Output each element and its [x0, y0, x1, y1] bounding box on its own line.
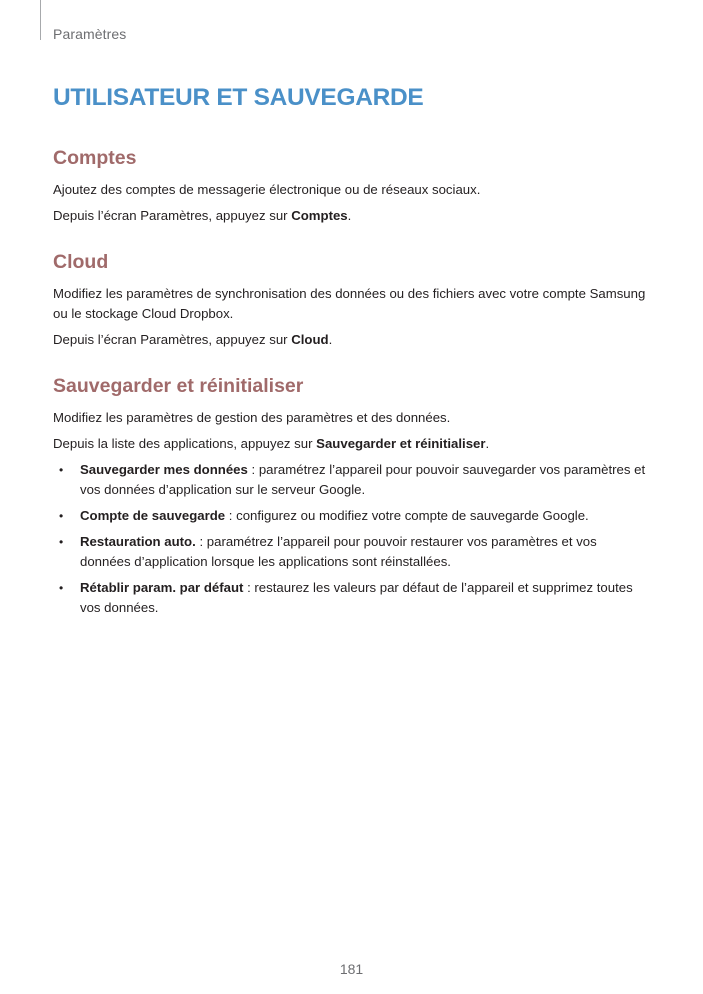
option-name: Compte de sauvegarde — [80, 508, 226, 523]
sauvegarder-instruction-suffix: . — [485, 436, 490, 451]
option-description-line1: : paramétrez l’appareil pour pouvoir restaurer vos paramètres et vos — [195, 534, 597, 549]
list-item-restauration-auto — [53, 532, 655, 572]
header-section-label: Paramètres — [53, 26, 127, 42]
page-number: 181 — [339, 961, 364, 977]
cloud-instruction-suffix: . — [328, 332, 333, 347]
sauvegarder-instruction-prefix: Depuis la liste des applications, appuyez sur — [53, 436, 317, 451]
cloud-instruction — [53, 330, 653, 350]
section-comptes — [53, 146, 653, 226]
cloud-description-line1: Modifiez les paramètres de synchronisation des données ou des fichiers avec votre compte Samsung — [53, 286, 646, 301]
option-name: Rétablir param. par défaut — [80, 580, 244, 595]
sauvegarder-menu-name: Sauvegarder et réinitialiser — [316, 436, 486, 451]
bullet-icon: • — [59, 535, 64, 549]
comptes-instruction-suffix: . — [347, 208, 352, 223]
option-description-line2: vos données. — [80, 600, 159, 615]
section-title-comptes: Comptes — [53, 147, 137, 169]
page-title: UTILISATEUR ET SAUVEGARDE — [53, 84, 424, 111]
section-sauvegarder — [53, 374, 653, 618]
comptes-description: Ajoutez des comptes de messagerie électronique ou de réseaux sociaux. — [53, 182, 481, 197]
option-description-line2: données d’application lorsque les applications sont réinstallées. — [80, 554, 451, 569]
option-description-line1: : configurez ou modifiez votre compte de sauvegarde Google. — [225, 508, 589, 523]
bullet-icon: • — [59, 581, 64, 595]
list-item-sauvegarder-mes-donnees — [53, 460, 655, 500]
comptes-instruction-prefix: Depuis l’écran Paramètres, appuyez sur — [53, 208, 292, 223]
cloud-menu-name: Cloud — [291, 332, 329, 347]
cloud-description-line2: ou le stockage Cloud Dropbox. — [53, 306, 234, 321]
list-item-retablir-param-par-defaut — [53, 578, 655, 618]
comptes-menu-name: Comptes — [291, 208, 348, 223]
sauvegarder-description: Modifiez les paramètres de gestion des paramètres et des données. — [53, 410, 451, 425]
section-title-cloud: Cloud — [53, 251, 109, 273]
list-item-compte-de-sauvegarde — [53, 506, 655, 526]
section-title-sauvegarder: Sauvegarder et réinitialiser — [53, 375, 304, 397]
option-name: Restauration auto. — [80, 534, 196, 549]
section-cloud — [53, 250, 653, 350]
bullet-icon: • — [59, 509, 64, 523]
option-description-line1: : restaurez les valeurs par défaut de l’appareil et supprimez toutes — [243, 580, 633, 595]
sauvegarder-instruction — [53, 434, 653, 454]
header-divider — [40, 0, 41, 40]
comptes-instruction — [53, 206, 653, 226]
option-description-line2: vos données d’application sur le serveur Google. — [80, 482, 366, 497]
cloud-instruction-prefix: Depuis l’écran Paramètres, appuyez sur — [53, 332, 292, 347]
bullet-icon: • — [59, 463, 64, 477]
cloud-description — [53, 284, 653, 324]
option-description-line1: : paramétrez l’appareil pour pouvoir sauvegarder vos paramètres et — [247, 462, 646, 477]
option-name: Sauvegarder mes données — [80, 462, 248, 477]
sauvegarder-options-list — [53, 460, 653, 618]
